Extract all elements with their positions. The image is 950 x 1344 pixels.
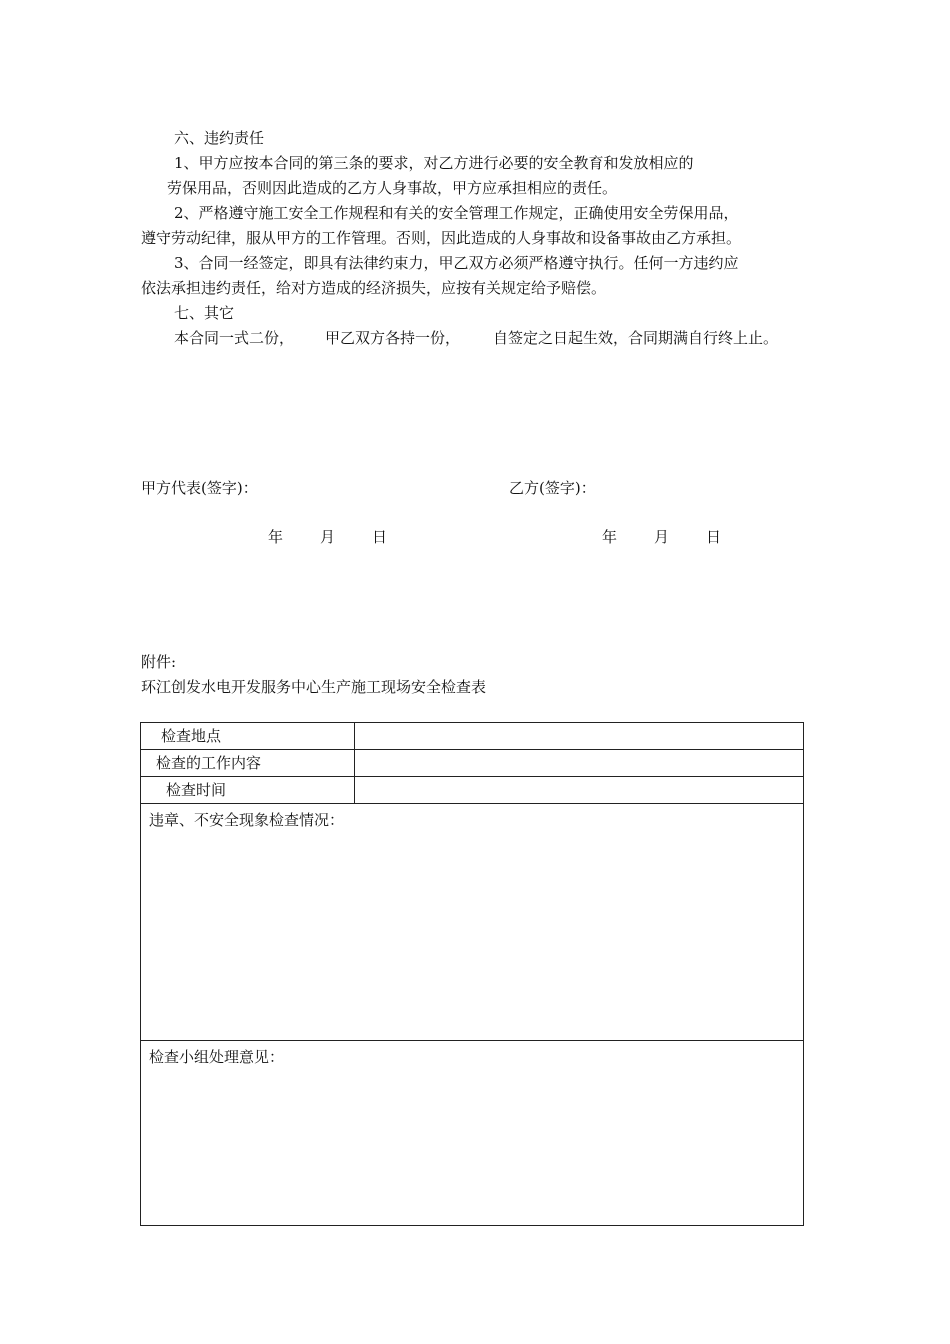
opinion-label: 检查小组处理意见： — [149, 1048, 285, 1066]
location-label: 检查地点 — [141, 723, 355, 750]
party-b-month: 月 — [654, 528, 670, 546]
party-a-month: 月 — [320, 528, 336, 546]
party-b-day: 日 — [706, 528, 722, 546]
section-7-part-1: 本合同一式二份， — [174, 329, 295, 347]
party-b-date — [602, 527, 758, 547]
section-7-title: 七、其它 — [174, 304, 235, 322]
clause-3-line-2: 依法承担违约责任，给对方造成的经济损失，应按有关规定给予赔偿。 — [141, 279, 607, 297]
table-row — [141, 777, 804, 804]
work-content-value[interactable] — [355, 750, 804, 777]
attachment-title: 环江创发水电开发服务中心生产施工现场安全检查表 — [141, 678, 487, 696]
table-row — [141, 804, 804, 1041]
attachment-label: 附件: — [141, 653, 177, 671]
section-6-title: 六、违约责任 — [174, 129, 265, 147]
clause-1-line-2: 劳保用品，否则因此造成的乙方人身事故，甲方应承担相应的责任。 — [167, 179, 618, 197]
clause-2-line-2: 遵守劳动纪律，服从甲方的工作管理。否则，因此造成的人身事故和设备事故由乙方承担。 — [141, 229, 742, 247]
clause-3-line-1: 3、合同一经签定，即具有法律约束力，甲乙双方必须严格遵守执行。任何一方违约应 — [174, 254, 739, 272]
location-value[interactable] — [355, 723, 804, 750]
violations-label: 违章、不安全现象检查情况： — [149, 811, 345, 829]
work-content-label: 检查的工作内容 — [141, 750, 355, 777]
section-7-part-2: 甲乙双方各持一份， — [325, 329, 461, 347]
check-time-value[interactable] — [355, 777, 804, 804]
section-7-part-3: 自签定之日起生效，合同期满自行终上止。 — [493, 329, 779, 347]
violations-cell[interactable] — [141, 804, 804, 1041]
clause-1-line-1: 1、甲方应按本合同的第三条的要求，对乙方进行必要的安全教育和发放相应的 — [174, 154, 694, 172]
clause-2-line-1: 2、严格遵守施工安全工作规程和有关的安全管理工作规定，正确使用安全劳保用品， — [174, 204, 739, 222]
table-row — [141, 750, 804, 777]
party-a-date — [268, 527, 424, 547]
party-b-signature-label: 乙方(签字)： — [509, 479, 596, 497]
party-b-year: 年 — [602, 528, 618, 546]
table-row — [141, 723, 804, 750]
safety-check-table — [140, 722, 804, 1226]
party-a-day: 日 — [372, 528, 388, 546]
check-time-label: 检查时间 — [141, 777, 355, 804]
party-a-year: 年 — [268, 528, 284, 546]
table-row — [141, 1041, 804, 1226]
opinion-cell[interactable] — [141, 1041, 804, 1226]
party-a-signature-label: 甲方代表(签字)： — [141, 479, 258, 497]
